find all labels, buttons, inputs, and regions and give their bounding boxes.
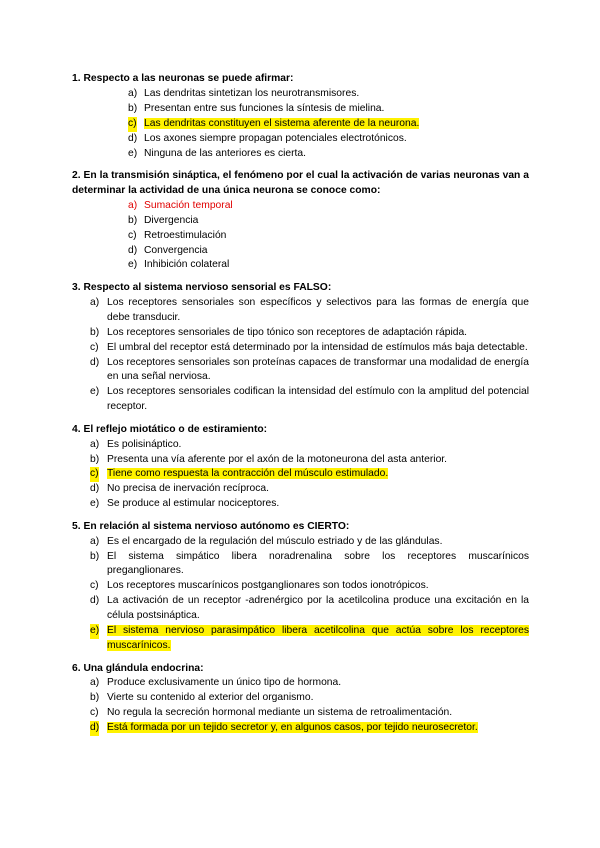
option-c-highlighted [72,117,529,132]
option-d [72,244,529,259]
option-letter: c) [128,229,137,241]
question-title: 4. El reflejo miotático o de estiramiento: [72,423,268,435]
option-letter: c) [90,707,99,719]
option-text: Sumación temporal [144,199,233,211]
option-text: El sistema simpático libera noradrenalina sobre los receptores muscarínicos preganglionares. [107,550,529,577]
option-text: Los receptores sensoriales codifican la intensidad del estímulo con la amplitud del potencial receptor. [107,386,529,413]
option-text: Los axones siempre propagan potenciales electrotónicos. [144,132,407,144]
option-text: El sistema nervioso parasimpático libera acetilcolina que actúa sobre los receptores muscarínicos. [107,625,529,651]
option-letter: a) [90,535,100,547]
option-letter: c) [90,580,99,592]
option-list [72,676,529,736]
question-title: 1. Respecto a las neuronas se puede afirmar: [72,73,294,84]
option-d-highlighted [72,721,529,736]
question-6 [72,662,529,737]
option-letter: d) [90,595,100,607]
option-letter: e) [128,147,138,159]
option-text: Presentan entre sus funciones la síntesis de mielina. [144,102,385,114]
option-text: Ninguna de las anteriores es cierta. [144,147,306,159]
option-letter: d) [90,721,99,736]
option-text: Los receptores sensoriales son proteínas capaces de transformar una modalidad de energía en una señal nerviosa. [107,356,529,383]
option-letter: d) [90,356,100,368]
question-1 [72,72,529,161]
option-letter: a) [90,438,100,450]
option-letter: c) [90,341,99,353]
question-3 [72,281,529,415]
option-list [72,199,529,274]
option-e [72,258,529,273]
option-text: Inhibición colateral [144,259,230,271]
option-e [72,497,529,512]
option-e [72,385,529,415]
option-letter: b) [90,692,100,704]
option-letter: d) [128,244,138,256]
option-text: Las dendritas constituyen el sistema aferente de la neurona. [144,117,420,129]
option-a [72,296,529,326]
option-letter: d) [90,483,100,495]
option-d [72,132,529,147]
option-a [72,535,529,550]
question-4 [72,423,529,512]
option-text: No regula la secreción hormonal mediante un sistema de retroalimentación. [107,707,453,719]
option-a [72,676,529,691]
option-letter: e) [90,624,99,639]
option-text: Es polisináptico. [107,438,182,450]
question-title: 3. Respecto al sistema nervioso sensorial es FALSO: [72,281,332,293]
option-text: Los receptores muscarínicos postganglionares son todos ionotrópicos. [107,580,429,592]
option-text: Produce exclusivamente un único tipo de hormona. [107,677,342,689]
option-letter: a) [90,296,100,308]
option-d [72,594,529,624]
option-c [72,706,529,721]
option-b [72,214,529,229]
option-letter: e) [90,386,100,398]
option-text: Está formada por un tejido secretor y, en algunos casos, por tejido neurosecretor. [107,722,478,734]
option-c [72,229,529,244]
option-list [72,438,529,513]
option-c [72,341,529,356]
option-list [72,87,529,162]
question-title: 2. En la transmisión sináptica, el fenómeno por el cual la activación de varias neuronas van a determinar la actividad de una única neurona se conoce como: [72,170,529,196]
option-letter: b) [90,453,100,465]
option-letter: d) [128,132,138,144]
option-letter: c) [90,467,99,482]
question-title: 6. Una glándula endocrina: [72,662,204,674]
option-text: Presenta una vía aferente por el axón de la motoneurona del asta anterior. [107,453,448,465]
option-d [72,482,529,497]
option-letter: b) [128,102,138,114]
option-text: La activación de un receptor -adrenérgico por la acetilcolina produce una excitación en la célula postsináptica. [107,595,529,622]
option-letter: a) [128,87,138,99]
option-text: Divergencia [144,214,199,226]
option-letter: b) [128,214,138,226]
option-text: Retroestimulación [144,229,227,241]
option-letter: a) [128,199,138,211]
option-text: No precisa de inervación recíproca. [107,483,269,495]
option-d [72,356,529,386]
question-5 [72,520,529,654]
option-text: Los receptores sensoriales son específicos y selectivos para las formas de energía que debe transducir. [107,296,529,323]
option-b [72,453,529,468]
option-text: El umbral del receptor está determinado por la intensidad de estímulos más baja detectable. [107,341,528,353]
option-letter: b) [90,550,100,562]
option-letter: c) [128,117,137,132]
question-2 [72,169,529,273]
option-c-highlighted [72,467,529,482]
option-letter: b) [90,326,100,338]
option-c [72,579,529,594]
option-text: Es el encargado de la regulación del músculo estriado y de las glándulas. [107,535,443,547]
option-text: Tiene como respuesta la contracción del músculo estimulado. [107,468,389,480]
option-a [72,438,529,453]
option-text: Las dendritas sintetizan los neurotransmisores. [144,87,360,99]
option-a-marked [72,199,529,214]
option-b [72,550,529,580]
option-list [72,535,529,654]
option-text: Los receptores sensoriales de tipo tónico son receptores de adaptación rápida. [107,326,468,338]
option-text: Convergencia [144,244,208,256]
option-e-highlighted [72,624,529,654]
option-a [72,87,529,102]
option-letter: e) [90,498,100,510]
option-text: Se produce al estimular nociceptores. [107,498,280,510]
option-list [72,296,529,415]
option-b [72,326,529,341]
option-e [72,147,529,162]
option-b [72,691,529,706]
option-text: Vierte su contenido al exterior del organismo. [107,692,314,704]
question-title: 5. En relación al sistema nervioso autónomo es CIERTO: [72,520,350,532]
option-letter: e) [128,259,138,271]
option-b [72,102,529,117]
document-page [72,72,529,744]
option-letter: a) [90,677,100,689]
